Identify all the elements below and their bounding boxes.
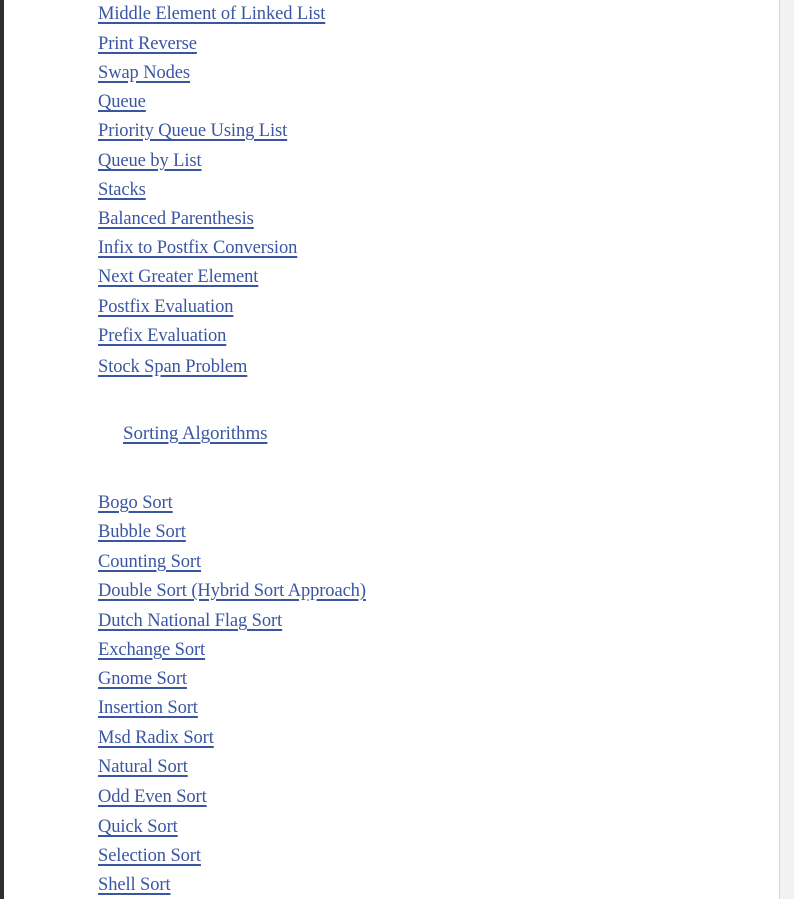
toc-heading-sorting-algorithms[interactable]: Sorting Algorithms [123, 423, 268, 444]
toc-link-quick-sort[interactable]: Quick Sort [98, 817, 178, 837]
toc-link-queue[interactable]: Queue [98, 92, 146, 112]
document-page [4, 0, 779, 899]
toc-link-print-reverse[interactable]: Print Reverse [98, 34, 197, 54]
toc-link-dutch-national-flag-sort[interactable]: Dutch National Flag Sort [98, 611, 283, 631]
toc-link-balanced-parenthesis[interactable]: Balanced Parenthesis [98, 209, 254, 229]
toc-link-middle-element-of-linked-list[interactable]: Middle Element of Linked List [98, 4, 326, 24]
toc-link-double-sort[interactable]: Double Sort (Hybrid Sort Approach) [98, 581, 366, 601]
viewer-scrollbar-track[interactable] [779, 0, 794, 899]
toc-link-queue-by-list[interactable]: Queue by List [98, 151, 202, 171]
toc-link-prefix-evaluation[interactable]: Prefix Evaluation [98, 326, 227, 346]
toc-link-next-greater-element[interactable]: Next Greater Element [98, 267, 259, 287]
toc-link-odd-even-sort[interactable]: Odd Even Sort [98, 787, 207, 807]
toc-link-msd-radix-sort[interactable]: Msd Radix Sort [98, 728, 214, 748]
toc-link-infix-to-postfix-conversion[interactable]: Infix to Postfix Conversion [98, 238, 298, 258]
toc-link-stock-span-problem[interactable]: Stock Span Problem [98, 357, 248, 377]
toc-link-selection-sort[interactable]: Selection Sort [98, 846, 201, 866]
toc-link-insertion-sort[interactable]: Insertion Sort [98, 698, 198, 718]
toc-link-bubble-sort[interactable]: Bubble Sort [98, 522, 186, 542]
toc-link-postfix-evaluation[interactable]: Postfix Evaluation [98, 297, 234, 317]
toc-link-shell-sort[interactable]: Shell Sort [98, 875, 171, 895]
toc-link-gnome-sort[interactable]: Gnome Sort [98, 669, 187, 689]
toc-link-counting-sort[interactable]: Counting Sort [98, 552, 202, 572]
toc-link-exchange-sort[interactable]: Exchange Sort [98, 640, 206, 660]
toc-link-swap-nodes[interactable]: Swap Nodes [98, 63, 191, 83]
toc-link-natural-sort[interactable]: Natural Sort [98, 757, 188, 777]
toc-link-stacks[interactable]: Stacks [98, 180, 146, 200]
toc-link-bogo-sort[interactable]: Bogo Sort [98, 493, 173, 513]
toc-link-priority-queue-using-list[interactable]: Priority Queue Using List [98, 121, 288, 141]
